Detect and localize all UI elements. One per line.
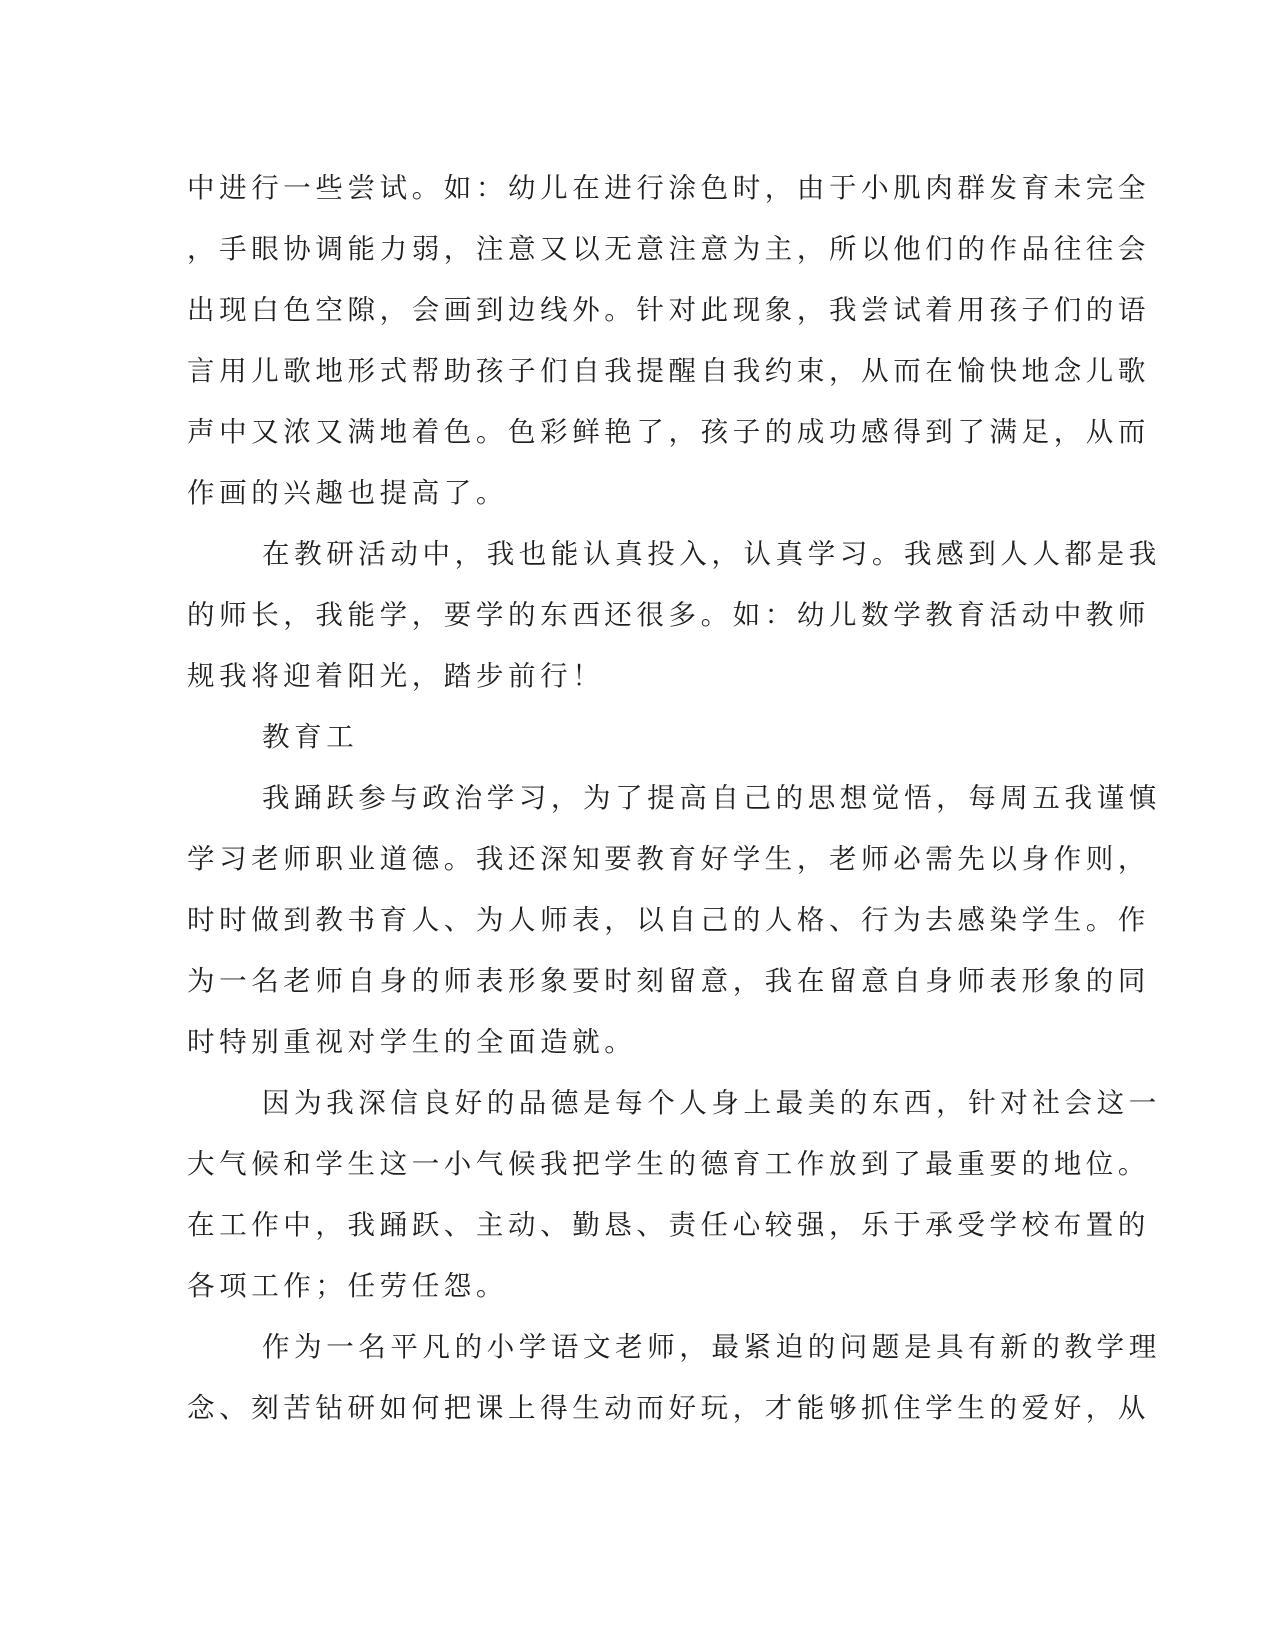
text-line: 时特别重视对学生的全面造就。 bbox=[187, 1026, 637, 1058]
text-line: 的师长，我能学，要学的东西还很多。如：幼儿数学教育活动中教师 bbox=[187, 599, 1150, 631]
text-line: 声中又浓又满地着色。色彩鲜艳了，孩子的成功感得到了满足，从而 bbox=[187, 416, 1150, 448]
paragraph-first-line: 因为我深信良好的品德是每个人身上最美的东西，针对社会这一 bbox=[262, 1087, 1161, 1119]
text-line: 作画的兴趣也提高了。 bbox=[187, 477, 508, 509]
text-line: 大气候和学生这一小气候我把学生的德育工作放到了最重要的地位。 bbox=[187, 1148, 1150, 1180]
text-line: 念、刻苦钻研如何把课上得生动而好玩，才能够抓住学生的爱好，从 bbox=[187, 1392, 1150, 1424]
section-heading: 教育工 bbox=[262, 721, 359, 753]
text-line: 为一名老师自身的师表形象要时刻留意，我在留意自身师表形象的同 bbox=[187, 965, 1150, 997]
text-line: 时时做到教书育人、为人师表，以自己的人格、行为去感染学生。作 bbox=[187, 904, 1150, 936]
text-line: 规我将迎着阳光，踏步前行！ bbox=[187, 660, 605, 692]
text-line: 出现白色空隙，会画到边线外。针对此现象，我尝试着用孩子们的语 bbox=[187, 294, 1150, 326]
paragraph-first-line: 在教研活动中，我也能认真投入，认真学习。我感到人人都是我 bbox=[262, 538, 1161, 570]
paragraph-first-line: 作为一名平凡的小学语文老师，最紧迫的问题是具有新的教学理 bbox=[262, 1331, 1161, 1363]
text-line: 各项工作；任劳任怨。 bbox=[187, 1270, 508, 1302]
text-line: 在工作中，我踊跃、主动、勤恳、责任心较强，乐于承受学校布置的 bbox=[187, 1209, 1150, 1241]
text-line: 中进行一些尝试。如：幼儿在进行涂色时，由于小肌肉群发育未完全 bbox=[187, 172, 1150, 204]
paragraph-first-line: 我踊跃参与政治学习，为了提高自己的思想觉悟，每周五我谨慎 bbox=[262, 782, 1161, 814]
text-line: 学习老师职业道德。我还深知要教育好学生，老师必需先以身作则， bbox=[187, 843, 1150, 875]
text-line: ，手眼协调能力弱，注意又以无意注意为主，所以他们的作品往往会 bbox=[187, 233, 1150, 265]
document-body bbox=[187, 158, 1161, 1439]
text-line: 言用儿歌地形式帮助孩子们自我提醒自我约束，从而在愉快地念儿歌 bbox=[187, 355, 1150, 387]
